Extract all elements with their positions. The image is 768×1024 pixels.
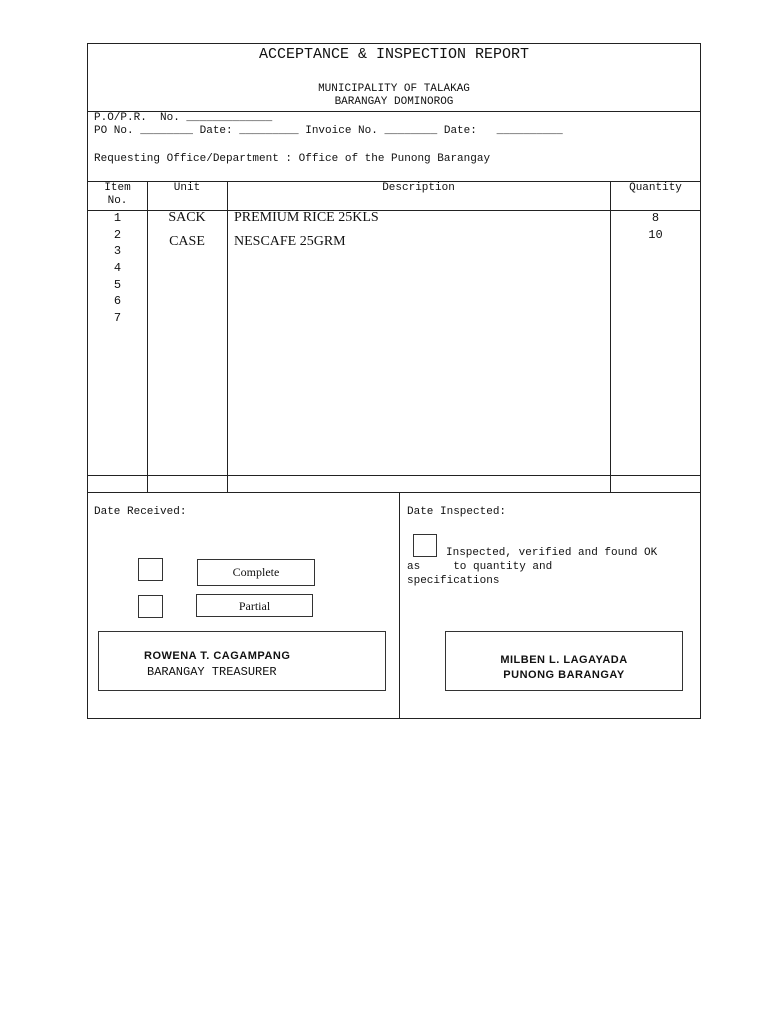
inspection-report-form: [87, 43, 701, 719]
column-divider-unit: [227, 181, 228, 493]
municipality-name: MUNICIPALITY OF TALAKAG: [318, 83, 470, 95]
item-number: 7: [113, 311, 122, 325]
date-received-label: Date Received:: [94, 506, 187, 518]
inspection-statement-line3: specifications: [407, 575, 500, 587]
column-divider-item: [147, 181, 148, 493]
item-number: 5: [113, 278, 122, 292]
bottom-section-divider: [399, 492, 400, 719]
item-number: 4: [113, 261, 122, 275]
item-number: 6: [113, 294, 122, 308]
treasurer-name: ROWENA T. CAGAMPANG: [144, 650, 291, 662]
punong-barangay-title: PUNONG BARANGAY: [503, 669, 625, 681]
partial-checkbox[interactable]: [138, 595, 163, 618]
date-inspected-label: Date Inspected:: [407, 506, 507, 518]
partial-option-label: Partial: [196, 594, 313, 617]
row-unit: CASE: [169, 234, 205, 249]
item-number: 2: [113, 228, 122, 242]
complete-checkbox[interactable]: [138, 558, 163, 581]
row-unit: SACK: [168, 210, 206, 225]
requesting-office-line: Requesting Office/Department : Office of the Punong Barangay: [94, 153, 491, 165]
complete-option-label: Complete: [197, 559, 315, 586]
row-description: PREMIUM RICE 25KLS: [234, 210, 379, 225]
row-quantity: 8: [651, 211, 660, 225]
punong-barangay-name: MILBEN L. LAGAYADA: [500, 654, 628, 666]
treasurer-title: BARANGAY TREASURER: [147, 665, 277, 679]
quantity-header: Quantity: [629, 182, 682, 194]
item-number: 1: [113, 211, 122, 225]
item-number: 3: [113, 244, 122, 258]
inspection-statement-line1: Inspected, verified and found OK: [446, 547, 658, 559]
unit-header: Unit: [173, 182, 201, 194]
treasurer-signature-box: [98, 631, 386, 691]
punong-barangay-signature-box: [445, 631, 683, 691]
barangay-name: BARANGAY DOMINOROG: [334, 96, 454, 108]
po-invoice-line: PO No. ________ Date: _________ Invoice No. ________ Date: __________: [94, 125, 563, 137]
table-footer-divider: [88, 475, 700, 476]
row-description: NESCAFE 25GRM: [234, 234, 346, 249]
inspection-statement-line2: as to quantity and: [407, 561, 553, 573]
table-bottom-border: [88, 492, 700, 493]
row-quantity: 10: [648, 228, 663, 242]
popr-number-line: P.O/P.R. No. _____________: [94, 112, 273, 124]
description-header: Description: [382, 182, 455, 194]
item-no-header: Item No.: [104, 182, 131, 207]
inspected-checkbox[interactable]: [413, 534, 437, 557]
report-title: ACCEPTANCE & INSPECTION REPORT: [258, 46, 530, 63]
